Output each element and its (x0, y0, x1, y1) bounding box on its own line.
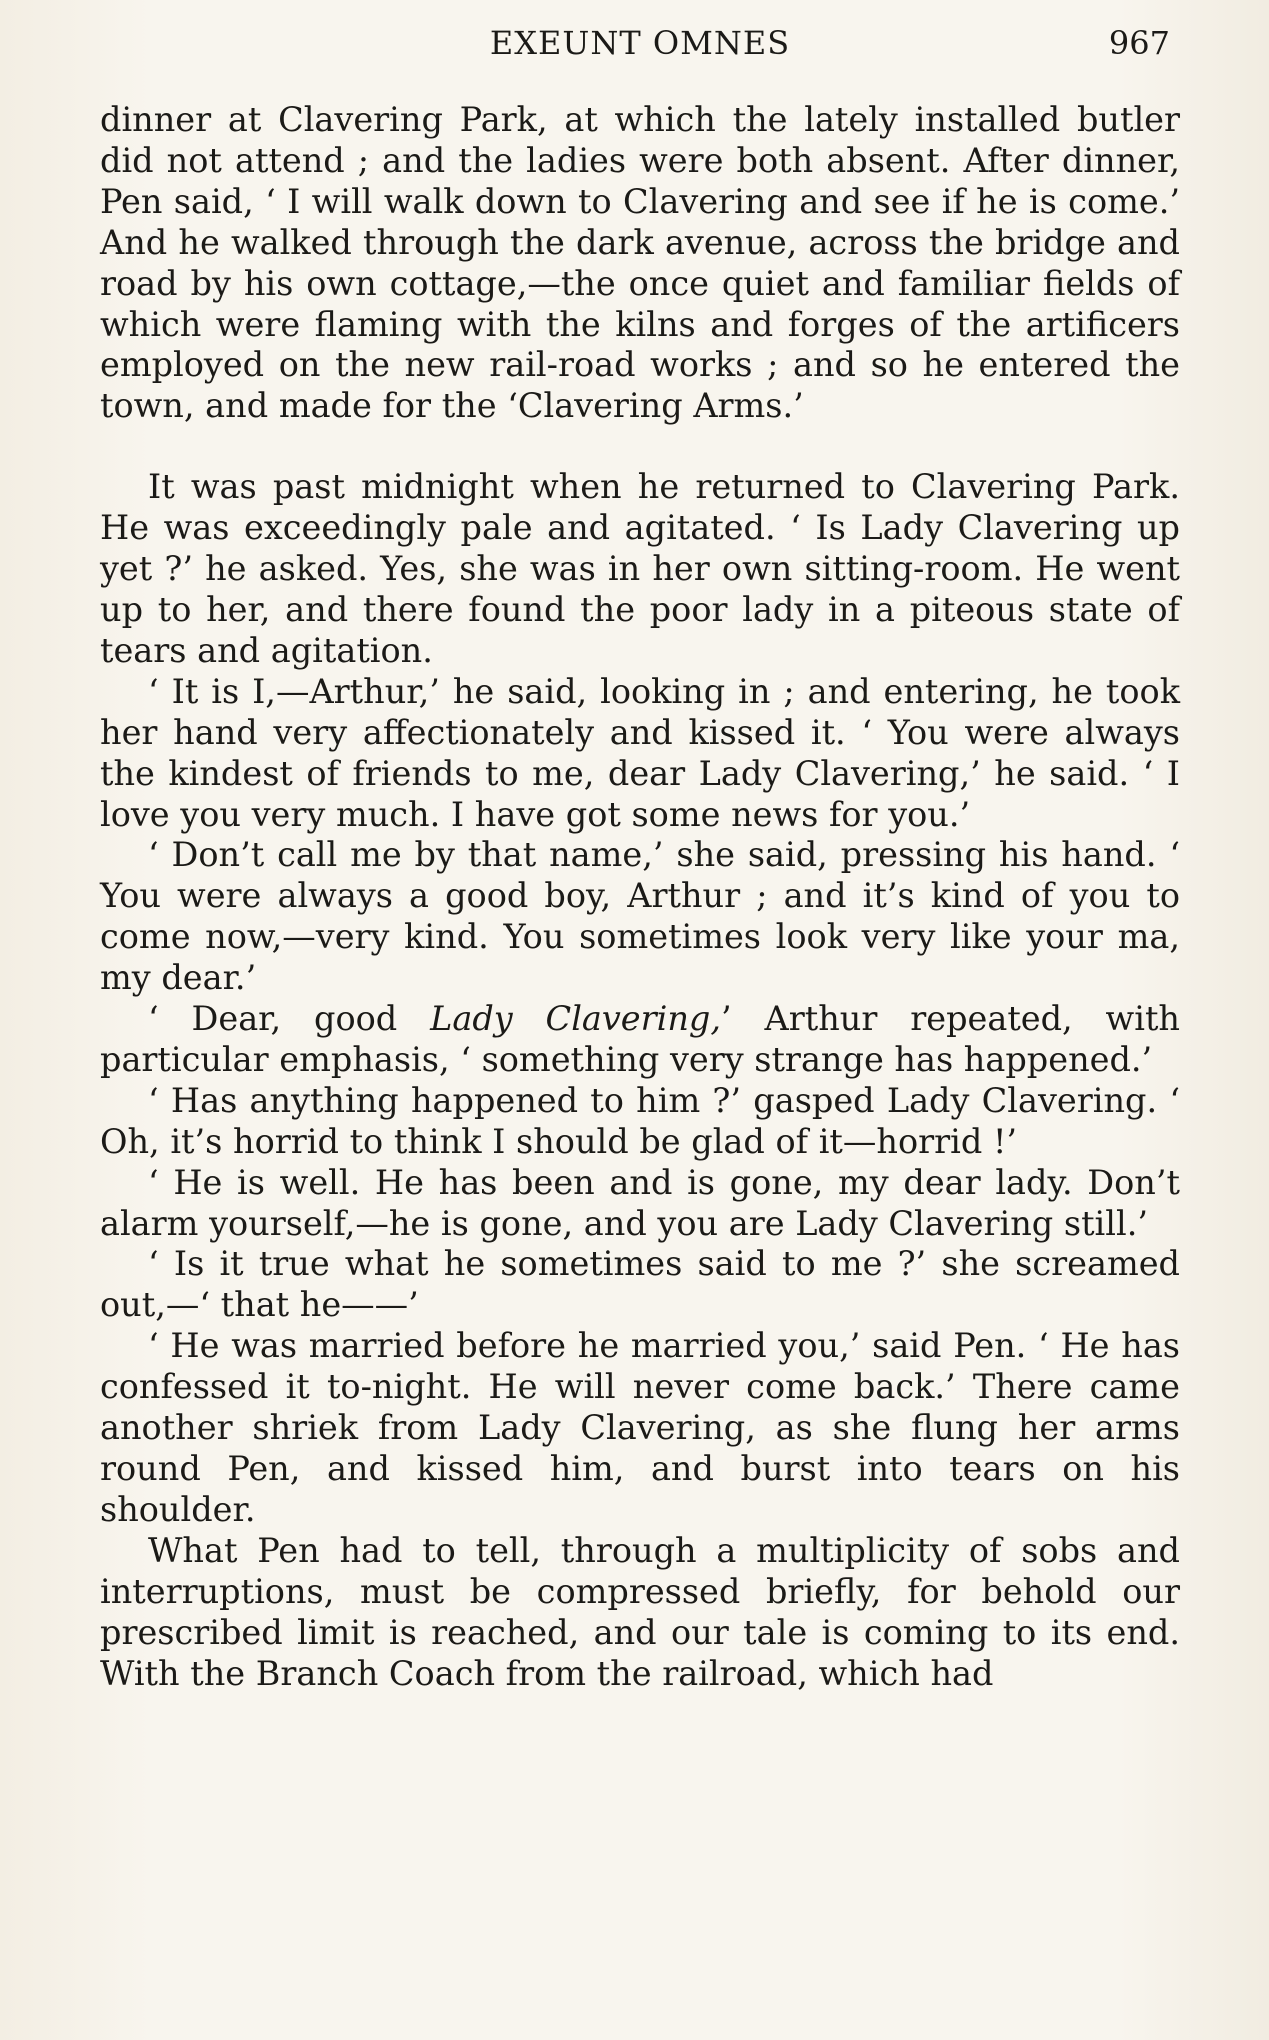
paragraph: ‘ Has anything happened to him ?’ gasped Lady Clavering. ‘ Oh, it’s horrid to think I should be glad of it—horrid !’ (100, 1080, 1180, 1161)
paragraph: ‘ He was married before he married you,’ said Pen. ‘ He has confessed it to-night. He will never come back.’ There came another shriek from Lady Clavering, as she flung her arms round Pen, and kissed him, and burst into tears on his shoulder. (100, 1326, 1180, 1529)
running-head: EXEUNT OMNES (489, 24, 791, 62)
paragraph: What Pen had to tell, through a multiplicity of sobs and interruptions, must be compressed briefly, for behold our prescribed limit is reached, and our tale is coming to its end. With the Branch Coach from the railroad, which had (100, 1530, 1180, 1693)
body-text (100, 100, 1180, 1694)
paragraph (100, 999, 1180, 1081)
page-number: 967 (1108, 24, 1170, 62)
paragraph-text: ’ Arthur repeated, with particular emphasis, ‘ something very strange has happened.’ (100, 999, 1180, 1079)
paragraph: ‘ Is it true what he sometimes said to me ?’ she screamed out,—‘ that he——’ (100, 1244, 1180, 1325)
paragraph: ‘ It is I,—Arthur,’ he said, looking in ; and entering, he took her hand very affectionately and kissed it. ‘ You were always the kindest of friends to me, dear Lady Clavering,’ he said. ‘ I love you very much. I have got some news for you.’ (100, 671, 1180, 834)
paragraph: dinner at Clavering Park, at which the lately installed butler did not attend ; and the ladies were both absent. After dinner, Pen said, ‘ I will walk down to Clavering and see if he is come.’ And he walked through the dark avenue, across the bridge and road by his own cottage,—the once quiet and familiar fields of which were flaming with the kilns and forges of the artificers employed on the new rail-road works ; and so he entered the town, and made for the ‘Clavering Arms.’ (100, 100, 1180, 426)
paragraph-text: ‘ Dear, good (148, 999, 431, 1039)
paragraph: ‘ Don’t call me by that name,’ she said, pressing his hand. ‘ You were always a good boy, Arthur ; and it’s kind of you to come now,—very kind. You sometimes look very like your ma, my dear.’ (100, 835, 1180, 998)
paragraph: It was past midnight when he returned to Clavering Park. He was exceedingly pale and agitated. ‘ Is Lady Clavering up yet ?’ he asked. Yes, she was in her own sitting-room. He went up to her, and there found the poor lady in a piteous state of tears and agitation. (100, 467, 1180, 670)
paragraph: ‘ He is well. He has been and is gone, my dear lady. Don’t alarm yourself,—he is gone, and you are Lady Clavering still.’ (100, 1162, 1180, 1243)
page-header (100, 24, 1180, 68)
italic-name: Lady Clavering, (430, 999, 722, 1039)
